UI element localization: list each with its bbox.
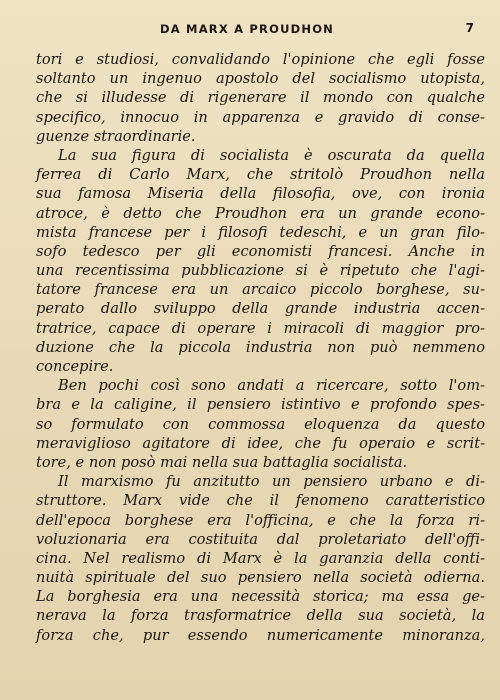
text-line: La sua figura di socialista è oscurata da quella: [58, 146, 485, 164]
text-line: una recentissima pubblicazione si è ripetuto che l'agi-: [36, 262, 485, 280]
running-head-title: DA MARX A PROUDHON: [160, 22, 334, 36]
text-line: dell'epoca borghese era l'officina, e che la forza ri-: [36, 511, 485, 529]
text-line: guenze straordinarie.: [36, 127, 196, 145]
text-line: nerava la forza trasformatrice della sua società, la: [36, 607, 485, 625]
text-line: voluzionaria era costituita dal proletariato dell'offi-: [36, 530, 485, 548]
text-line: che si illudesse di rigenerare il mondo con qualche: [36, 89, 485, 107]
text-line: so formulato con commossa eloquenza da questo: [36, 415, 485, 433]
text-line: atroce, è detto che Proudhon era un grande econo-: [36, 204, 485, 222]
text-line: La borghesia era una necessità storica; ma essa ge-: [36, 588, 485, 606]
text-line: perato dallo sviluppo della grande industria accen-: [36, 300, 485, 318]
text-line: struttore. Marx vide che il fenomeno caratteristico: [36, 492, 485, 510]
text-line: forza che, pur essendo numericamente minoranza,: [36, 626, 485, 644]
text-line: tratrice, capace di operare i miracoli di maggior pro-: [36, 319, 485, 337]
page-number: 7: [465, 21, 474, 35]
text-line: concepire.: [36, 358, 114, 375]
text-line: cina. Nel realismo di Marx è la garanzia della conti-: [36, 549, 485, 567]
text-line: sofo tedesco per gli economisti francesi. Anche in: [36, 242, 485, 260]
text-line: soltanto un ingenuo apostolo del socialismo utopista,: [36, 70, 485, 88]
text-line: Il marxismo fu anzitutto un pensiero urbano e di-: [58, 473, 485, 491]
text-line: tore, e non posò mai nella sua battaglia socialista.: [36, 453, 408, 471]
text-line: duzione che la piccola industria non può nemmeno: [36, 338, 485, 356]
text-line: ferrea di Carlo Marx, che stritolò Proudhon nella: [36, 166, 485, 184]
text-line: nuità spirituale del suo pensiero nella società odierna.: [36, 569, 485, 587]
text-line: meraviglioso agitatore di idee, che fu operaio e scrit-: [36, 434, 485, 452]
text-line: tatore francese era un arcaico piccolo borghese, su-: [36, 281, 485, 299]
text-line: specifico, innocuo in apparenza e gravido di conse-: [36, 108, 485, 126]
body-text: [36, 50, 485, 645]
text-line: mista francese per i filosofi tedeschi, e un gran filo-: [36, 223, 485, 241]
text-line: Ben pochi così sono andati a ricercare, sotto l'om-: [58, 377, 485, 395]
text-line: sua famosa Miseria della filosofia, ove, con ironia: [36, 185, 485, 203]
text-line: tori e studiosi, convalidando l'opinione che egli fosse: [36, 51, 485, 68]
text-line: bra e la caligine, il pensiero istintivo e profondo spes-: [36, 396, 485, 414]
